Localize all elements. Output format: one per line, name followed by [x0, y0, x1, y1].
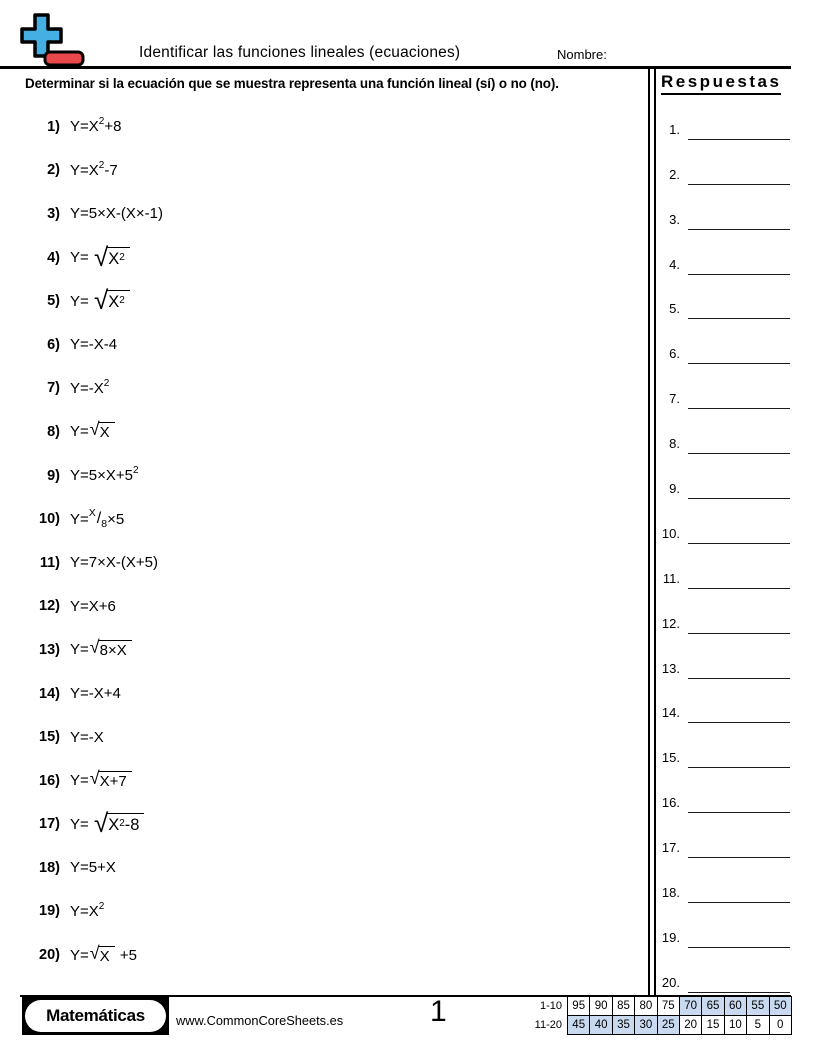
- score-cell: 40: [590, 1016, 612, 1035]
- answer-row: [658, 948, 792, 993]
- answer-number: 16.: [661, 795, 680, 811]
- score-table-row: [568, 1016, 792, 1035]
- problem-number: 8): [47, 423, 60, 440]
- problem-equation: Y= √ 8×X: [70, 640, 133, 659]
- website-text: www.CommonCoreSheets.es: [176, 1013, 344, 1028]
- sqrt-radical: √ X: [90, 422, 115, 441]
- score-range-label-1: 1-10: [539, 1000, 562, 1012]
- answer-number: 14.: [661, 705, 680, 721]
- answer-row: [658, 679, 792, 724]
- problem-number: 7): [47, 380, 60, 397]
- problem-row: [30, 672, 642, 716]
- answer-number: 1.: [669, 121, 680, 137]
- answer-number: 3.: [669, 211, 680, 227]
- score-cell: 65: [702, 997, 724, 1016]
- problem-equation: Y=X 2 +8: [70, 116, 122, 136]
- answer-number: 15.: [661, 750, 680, 766]
- problem-row: [30, 846, 642, 890]
- sqrt-radical: √ $X^2$: [94, 290, 130, 312]
- problem-number: 19): [39, 903, 60, 920]
- problem-row: [30, 192, 642, 236]
- problem-row: [30, 803, 642, 847]
- problem-equation: Y=X+6: [70, 597, 116, 615]
- problem-number: 6): [47, 336, 60, 353]
- problem-row: [30, 715, 642, 759]
- problem-number: 2): [47, 162, 60, 179]
- answer-row: [658, 319, 792, 364]
- answer-row: [658, 185, 792, 230]
- problem-number: 1): [47, 118, 60, 135]
- answers-title: Respuestas: [661, 72, 781, 95]
- problem-row: [30, 410, 642, 454]
- answer-number: 19.: [661, 929, 680, 945]
- score-cell: 30: [635, 1016, 657, 1035]
- answers-list: [658, 95, 792, 993]
- problem-row: [30, 279, 642, 323]
- score-table-row: [568, 997, 792, 1016]
- page-number: 1: [430, 995, 447, 1028]
- answer-row: [658, 544, 792, 589]
- answers-separator: [648, 66, 656, 995]
- brand-box: [22, 997, 169, 1035]
- instruction-text: Determinar si la ecuación que se muestra representa una función lineal (sí) o no (no).: [25, 76, 559, 91]
- problem-number: 12): [39, 598, 60, 615]
- minus-icon: [45, 52, 83, 65]
- problem-equation: Y= √ X +5: [70, 942, 137, 965]
- name-label: Nombre:: [557, 47, 607, 62]
- score-cell: 15: [702, 1016, 724, 1035]
- sqrt-radical: √ $X^2-8$: [94, 813, 145, 835]
- score-cell: 5: [747, 1016, 769, 1035]
- problem-equation: Y=5+X: [70, 859, 116, 877]
- answer-number: 12.: [661, 615, 680, 631]
- problem-row: [30, 497, 642, 541]
- answer-row: [658, 499, 792, 544]
- answer-row: [658, 634, 792, 679]
- problem-equation: Y= √ $X^2$: [70, 290, 131, 312]
- problem-row: [30, 628, 642, 672]
- score-cell: 55: [747, 997, 769, 1016]
- plus-minus-logo-icon: [18, 12, 88, 70]
- problem-equation: Y=-X+4: [70, 685, 121, 703]
- score-table: [567, 996, 792, 1035]
- problem-equation: Y= √ $X^2-8$: [70, 813, 145, 835]
- problem-equation: Y=7×X-(X+5): [70, 554, 158, 572]
- page-title: Identificar las funciones lineales (ecuaciones): [139, 44, 461, 61]
- problem-equation: Y=-X-4: [70, 336, 118, 354]
- problem-row: [30, 890, 642, 934]
- score-cell: 50: [769, 997, 791, 1016]
- answer-number: 5.: [669, 301, 680, 317]
- problem-row: [30, 323, 642, 367]
- answer-row: [658, 813, 792, 858]
- problem-number: 16): [39, 772, 60, 789]
- answer-number: 7.: [669, 391, 680, 407]
- problem-number: 9): [47, 467, 60, 484]
- answer-number: 8.: [669, 436, 680, 452]
- problem-equation: Y=-X: [70, 728, 104, 746]
- score-range-label-2: 11-20: [534, 1019, 562, 1031]
- problem-number: 17): [39, 816, 60, 833]
- score-cell: 10: [724, 1016, 746, 1035]
- problem-number: 3): [47, 205, 60, 222]
- problem-number: 5): [47, 293, 60, 310]
- problem-number: 20): [39, 947, 60, 964]
- answer-number: 9.: [669, 481, 680, 497]
- problem-row: [30, 585, 642, 629]
- answer-row: [658, 589, 792, 634]
- answer-row: [658, 95, 792, 140]
- brand-label: Matemáticas: [25, 1000, 166, 1032]
- answer-number: 18.: [661, 885, 680, 901]
- problem-row: [30, 454, 642, 498]
- problem-equation: Y=5×X+5 2: [70, 465, 139, 485]
- score-cell: 20: [679, 1016, 701, 1035]
- problem-equation: Y= √ X+7: [70, 771, 133, 790]
- score-cell: 90: [590, 997, 612, 1016]
- commoncoresheets-logo: [18, 12, 88, 70]
- answer-row: [658, 858, 792, 903]
- answer-row: [658, 275, 792, 320]
- score-cell: 35: [612, 1016, 634, 1035]
- problem-row: [30, 541, 642, 585]
- answer-row: [658, 230, 792, 275]
- answer-row: [658, 364, 792, 409]
- plus-icon: [22, 15, 61, 56]
- answer-number: 11.: [662, 570, 680, 586]
- problem-row: [30, 236, 642, 280]
- problem-equation: Y= √ X: [70, 422, 116, 441]
- problem-number: 11): [39, 554, 60, 571]
- problem-row: [30, 367, 642, 411]
- score-cell: 0: [769, 1016, 791, 1035]
- problem-number: 13): [39, 641, 60, 658]
- score-cell: 80: [635, 997, 657, 1016]
- answer-row: [658, 140, 792, 185]
- problem-number: 18): [39, 859, 60, 876]
- answer-number: 4.: [669, 256, 680, 272]
- score-cell: 25: [657, 1016, 679, 1035]
- problem-number: 4): [47, 249, 60, 266]
- problem-row: [30, 933, 642, 977]
- answer-number: 2.: [669, 166, 680, 182]
- sqrt-radical: √ $X^2$: [94, 247, 130, 269]
- problem-equation: Y=X 2 -7: [70, 159, 118, 179]
- score-cell: 45: [568, 1016, 590, 1035]
- problem-row: [30, 105, 642, 149]
- problem-equation: Y=X 2: [70, 900, 105, 920]
- problem-equation: Y= √ $X^2$: [70, 247, 131, 269]
- answer-number: 20.: [661, 974, 680, 990]
- answer-blank[interactable]: [688, 992, 790, 993]
- answer-number: 13.: [661, 660, 680, 676]
- answer-number: 6.: [669, 346, 680, 362]
- problem-number: 15): [39, 729, 60, 746]
- problem-row: [30, 149, 642, 193]
- answer-row: [658, 903, 792, 948]
- score-cell: 85: [612, 997, 634, 1016]
- answer-row: [658, 768, 792, 813]
- score-range-labels: [520, 997, 562, 1035]
- problem-number: 10): [39, 511, 60, 528]
- sqrt-radical: √ X: [90, 946, 115, 965]
- problem-number: 14): [39, 685, 60, 702]
- header-divider: [0, 66, 791, 69]
- sqrt-radical: √ 8×X: [90, 640, 132, 659]
- problem-equation: Y=-X 2: [70, 377, 110, 397]
- problems-list: [30, 105, 642, 977]
- answer-row: [658, 409, 792, 454]
- answer-row: [658, 454, 792, 499]
- score-cell: 70: [679, 997, 701, 1016]
- score-cell: 60: [724, 997, 746, 1016]
- problem-row: [30, 759, 642, 803]
- sqrt-radical: √ X+7: [90, 771, 132, 790]
- answer-number: 17.: [661, 840, 680, 856]
- problem-equation: Y= X / 8 ×5: [70, 507, 125, 531]
- score-cell: 95: [568, 997, 590, 1016]
- answer-number: 10.: [661, 525, 680, 541]
- answer-row: [658, 723, 792, 768]
- score-cell: 75: [657, 997, 679, 1016]
- problem-equation: Y=5×X-(X×-1): [70, 205, 163, 223]
